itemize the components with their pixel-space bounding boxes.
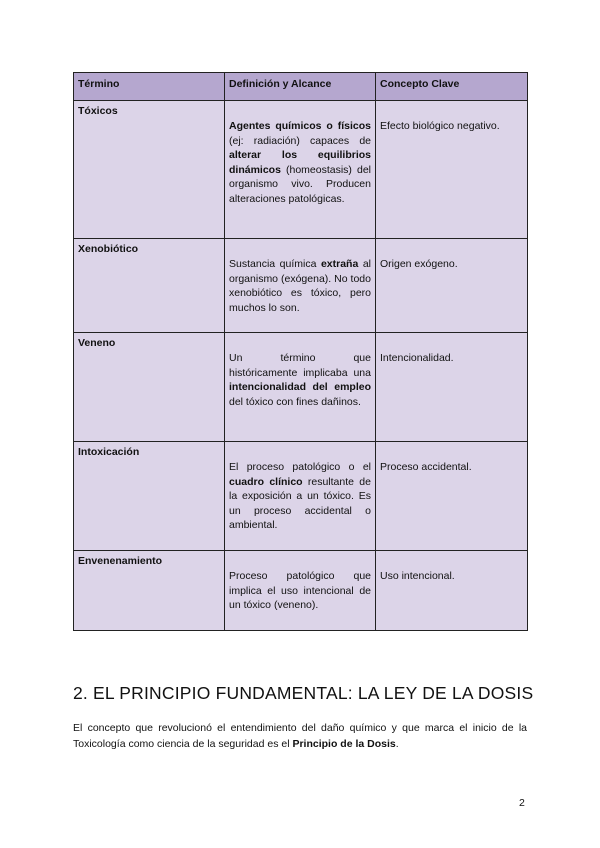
term-cell: Tóxicos xyxy=(74,101,225,239)
definition-cell xyxy=(225,101,376,239)
key-concept-cell xyxy=(376,442,528,551)
header-key-concept: Concepto Clave xyxy=(376,73,528,101)
key-concept-cell xyxy=(376,239,528,333)
definition-cell xyxy=(225,333,376,442)
term-cell: Xenobiótico xyxy=(74,239,225,333)
header-term: Término xyxy=(74,73,225,101)
table-row xyxy=(74,333,528,442)
section-heading: 2. EL PRINCIPIO FUNDAMENTAL: LA LEY DE LA DOSIS xyxy=(73,683,534,703)
bold-text-run: Agentes químicos o físicos xyxy=(229,120,371,132)
table-header-row xyxy=(74,73,528,101)
text-run: El concepto que revolucionó el entendimiento del daño químico y que marca el inicio de la Toxicología como ciencia de la seguridad es el xyxy=(73,722,527,750)
definition-text xyxy=(229,120,371,205)
key-concept-text: Proceso accidental. xyxy=(380,461,472,473)
text-run: al organismo (exógena). No todo xenobiótico es tóxico, pero muchos lo son. xyxy=(229,258,371,314)
terminology-table xyxy=(73,72,528,631)
definition-text xyxy=(229,258,371,314)
intro-paragraph xyxy=(73,720,527,752)
bold-text-run: intencionalidad del empleo xyxy=(229,381,371,393)
definition-cell xyxy=(225,551,376,631)
text-run: Un término que históricamente implicaba una xyxy=(229,352,371,379)
term-cell: Envenenamiento xyxy=(74,551,225,631)
header-definition: Definición y Alcance xyxy=(225,73,376,101)
key-concept-cell xyxy=(376,551,528,631)
key-concept-text: Uso intencional. xyxy=(380,570,455,582)
definition-cell xyxy=(225,442,376,551)
bold-text-run: cuadro clínico xyxy=(229,475,303,488)
bold-text-run: Principio de la Dosis xyxy=(292,738,396,750)
table-row xyxy=(74,101,528,239)
text-run: (homeostasis) del organismo vivo. Producen alteraciones patológicas. xyxy=(229,163,371,205)
definition-text xyxy=(229,352,371,408)
key-concept-cell xyxy=(376,333,528,442)
page-number: 2 xyxy=(519,797,525,809)
text-run: Sustancia química xyxy=(229,258,321,270)
definition-text xyxy=(229,570,371,611)
intro-text xyxy=(73,722,527,750)
term-cell: Intoxicación xyxy=(74,442,225,551)
definition-cell xyxy=(225,239,376,333)
bold-text-run: extraña xyxy=(320,258,359,270)
bold-text-run: alterar los equilibrios dinámicos xyxy=(229,149,371,176)
text-run: El proceso patológico o el xyxy=(229,461,371,473)
text-run: del tóxico con fines dañinos. xyxy=(229,395,361,408)
term-cell: Veneno xyxy=(74,333,225,442)
key-concept-cell xyxy=(376,101,528,239)
text-run: Proceso patológico que implica el uso intencional de un tóxico (veneno). xyxy=(229,570,371,611)
table-row xyxy=(74,442,528,551)
text-run: resultante de la exposición a un tóxico. Es un proceso accidental o ambiental. xyxy=(229,475,371,531)
text-run: . xyxy=(395,738,399,750)
table-row xyxy=(74,551,528,631)
key-concept-text: Efecto biológico negativo. xyxy=(380,120,500,132)
text-run: (ej: radiación) capaces de xyxy=(229,134,371,147)
definition-text xyxy=(229,461,371,531)
key-concept-text: Intencionalidad. xyxy=(380,352,454,364)
key-concept-text: Origen exógeno. xyxy=(380,258,458,270)
table-row xyxy=(74,239,528,333)
